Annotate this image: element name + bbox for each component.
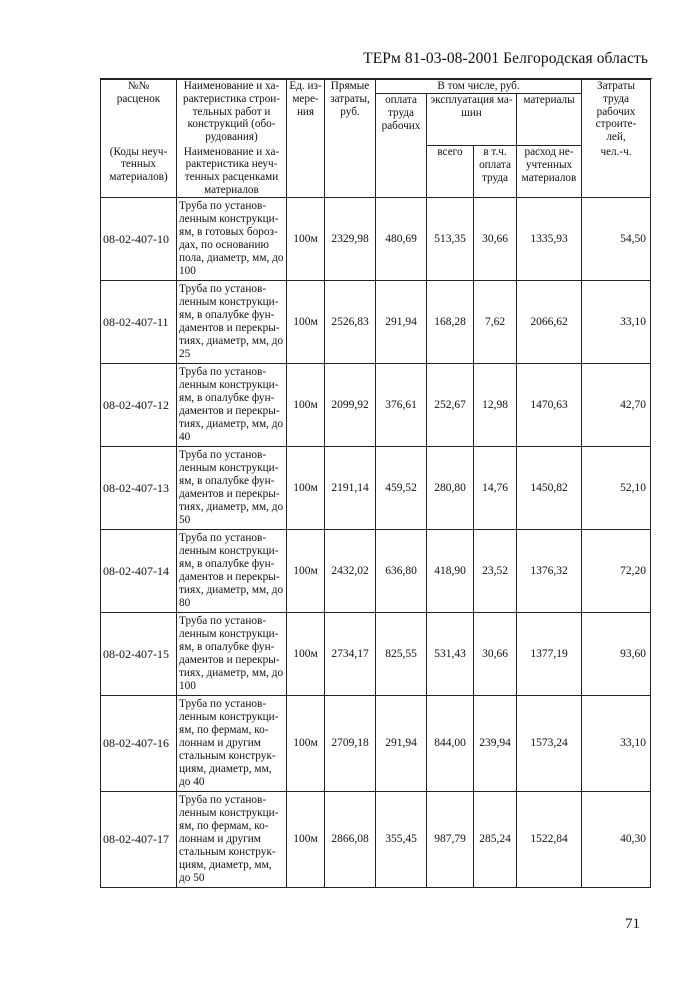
row-description: Труба по установ- ленным конструкци- ям, в опалубке фун- даментов и перекры- тиях, диаметр, мм, до 80 xyxy=(177,530,287,613)
row-machines-pay: 30,66 xyxy=(474,613,517,696)
row-direct-cost: 2709,18 xyxy=(325,696,376,792)
row-materials: 1470,63 xyxy=(517,364,582,447)
row-labor-hours: 93,60 xyxy=(582,613,651,696)
col-header-including: В том числе, руб. xyxy=(376,80,582,94)
row-code: 08-02-407-16 xyxy=(101,696,177,792)
row-code: 08-02-407-10 xyxy=(101,198,177,281)
row-labor-hours: 42,70 xyxy=(582,364,651,447)
table-row xyxy=(101,281,651,364)
table-row xyxy=(101,696,651,792)
row-direct-cost: 2526,83 xyxy=(325,281,376,364)
row-unit: 100м xyxy=(287,281,325,364)
row-description: Труба по установ- ленным конструкци- ям, в опалубке фун- даментов и перекры- тиях, диаметр, мм, до 25 xyxy=(177,281,287,364)
row-machines-pay: 23,52 xyxy=(474,530,517,613)
row-direct-cost: 2734,17 xyxy=(325,613,376,696)
row-labor-pay: 355,45 xyxy=(376,792,427,888)
col-subheader-labor-unit: чел.-ч. xyxy=(582,146,651,198)
row-machines-total: 844,00 xyxy=(427,696,474,792)
table-row xyxy=(101,447,651,530)
row-code: 08-02-407-13 xyxy=(101,447,177,530)
col-header-direct: Прямые затраты, руб. xyxy=(325,80,376,146)
col-header-code: №№ расценок xyxy=(101,80,177,146)
table-row xyxy=(101,198,651,281)
row-unit: 100м xyxy=(287,447,325,530)
row-unit: 100м xyxy=(287,696,325,792)
col-subheader-machines-total: всего xyxy=(427,146,474,198)
row-machines-pay: 239,94 xyxy=(474,696,517,792)
row-materials: 1522,84 xyxy=(517,792,582,888)
row-labor-hours: 40,30 xyxy=(582,792,651,888)
running-head: ТЕРм 81-03-08-2001 Белгородская область xyxy=(363,50,648,67)
row-unit: 100м xyxy=(287,792,325,888)
row-direct-cost: 2099,92 xyxy=(325,364,376,447)
row-machines-total: 280,80 xyxy=(427,447,474,530)
row-unit: 100м xyxy=(287,613,325,696)
row-materials: 2066,62 xyxy=(517,281,582,364)
row-labor-pay: 636,80 xyxy=(376,530,427,613)
col-header-name: Наименование и ха- рактеристика строи- тельных работ и конструкций (обо- рудования) xyxy=(177,80,287,146)
table-row xyxy=(101,530,651,613)
row-labor-pay: 291,94 xyxy=(376,281,427,364)
row-direct-cost: 2191,14 xyxy=(325,447,376,530)
row-description: Труба по установ- ленным конструкци- ям, по фермам, ко- лоннам и другим стальным конструк- циям, диаметр, мм, до 50 xyxy=(177,792,287,888)
row-description: Труба по установ- ленным конструкци- ям, в опалубке фун- даментов и перекры- тиях, диаметр, мм, до 50 xyxy=(177,447,287,530)
row-direct-cost: 2432,02 xyxy=(325,530,376,613)
row-labor-pay: 376,61 xyxy=(376,364,427,447)
col-subheader-name: Наименование и ха- рактеристика неуч- тенных расценками материалов xyxy=(177,146,287,198)
row-materials: 1376,32 xyxy=(517,530,582,613)
row-code: 08-02-407-14 xyxy=(101,530,177,613)
row-machines-total: 168,28 xyxy=(427,281,474,364)
table-row xyxy=(101,613,651,696)
row-code: 08-02-407-15 xyxy=(101,613,177,696)
row-labor-hours: 52,10 xyxy=(582,447,651,530)
col-header-labor-pay: оплата труда рабочих xyxy=(376,94,427,146)
table-row xyxy=(101,792,651,888)
row-machines-pay: 12,98 xyxy=(474,364,517,447)
row-machines-pay: 30,66 xyxy=(474,198,517,281)
row-labor-hours: 72,20 xyxy=(582,530,651,613)
row-labor-hours: 33,10 xyxy=(582,281,651,364)
row-description: Труба по установ- ленным конструкци- ям, в готовых бороз- дах, по основанию пола, диаметр, мм, до 100 xyxy=(177,198,287,281)
row-labor-pay: 291,94 xyxy=(376,696,427,792)
row-machines-pay: 285,24 xyxy=(474,792,517,888)
row-description: Труба по установ- ленным конструкци- ям, по фермам, ко- лоннам и другим стальным конструк- циям, диаметр, мм, до 40 xyxy=(177,696,287,792)
row-machines-pay: 7,62 xyxy=(474,281,517,364)
row-materials: 1573,24 xyxy=(517,696,582,792)
col-subheader-materials: расход не- учтенных материалов xyxy=(517,146,582,198)
row-labor-pay: 480,69 xyxy=(376,198,427,281)
row-machines-total: 418,90 xyxy=(427,530,474,613)
row-materials: 1450,82 xyxy=(517,447,582,530)
row-materials: 1335,93 xyxy=(517,198,582,281)
row-unit: 100м xyxy=(287,530,325,613)
row-machines-total: 252,67 xyxy=(427,364,474,447)
row-direct-cost: 2866,08 xyxy=(325,792,376,888)
row-labor-pay: 459,52 xyxy=(376,447,427,530)
row-machines-total: 513,35 xyxy=(427,198,474,281)
row-machines-total: 987,79 xyxy=(427,792,474,888)
row-direct-cost: 2329,98 xyxy=(325,198,376,281)
row-materials: 1377,19 xyxy=(517,613,582,696)
row-code: 08-02-407-17 xyxy=(101,792,177,888)
table-row xyxy=(101,364,651,447)
col-header-unit: Ед. из- мере- ния xyxy=(287,80,325,146)
col-subheader-code: (Коды неуч- тенных материалов) xyxy=(101,146,177,198)
row-labor-pay: 825,55 xyxy=(376,613,427,696)
col-header-materials: материалы xyxy=(517,94,582,108)
col-header-machines: эксплуатация ма- шин xyxy=(427,94,517,146)
row-machines-total: 531,43 xyxy=(427,613,474,696)
price-table xyxy=(100,79,651,888)
row-labor-hours: 33,10 xyxy=(582,696,651,792)
col-header-labor: Затраты труда рабочих строите- лей, xyxy=(582,80,651,146)
col-subheader-machines-pay: в т.ч. оплата труда xyxy=(474,146,517,198)
row-machines-pay: 14,76 xyxy=(474,447,517,530)
row-unit: 100м xyxy=(287,198,325,281)
page-number: 71 xyxy=(625,916,640,932)
row-code: 08-02-407-12 xyxy=(101,364,177,447)
row-description: Труба по установ- ленным конструкци- ям, в опалубке фун- даментов и перекры- тиях, диаметр, мм, до 100 xyxy=(177,613,287,696)
row-labor-hours: 54,50 xyxy=(582,198,651,281)
row-unit: 100м xyxy=(287,364,325,447)
row-description: Труба по установ- ленным конструкци- ям, в опалубке фун- даментов и перекры- тиях, диаметр, мм, до 40 xyxy=(177,364,287,447)
row-code: 08-02-407-11 xyxy=(101,281,177,364)
